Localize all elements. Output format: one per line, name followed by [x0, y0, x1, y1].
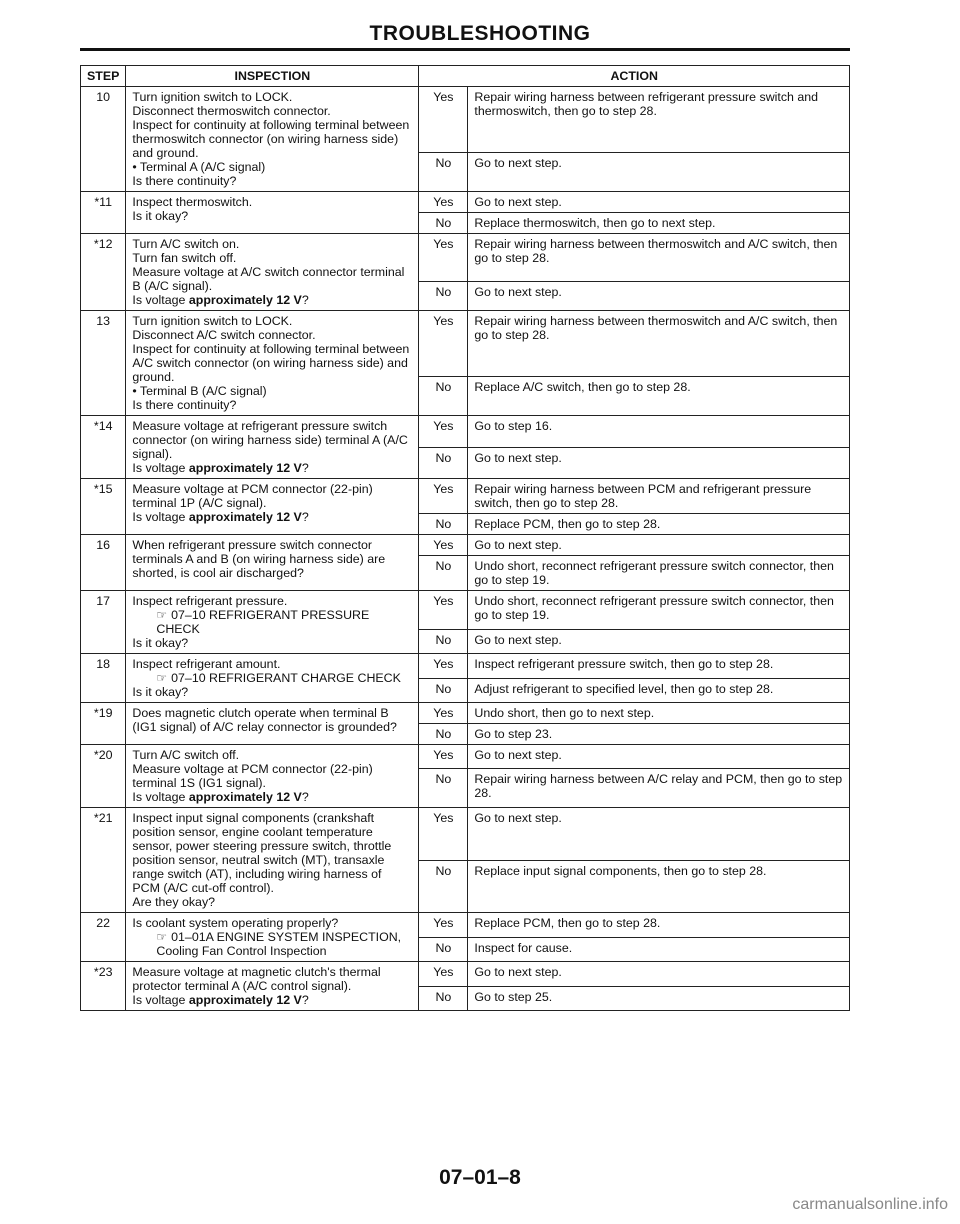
action-cell: Go to next step.	[468, 745, 850, 769]
result-yes-no: Yes	[419, 913, 468, 938]
result-yes-no: No	[419, 556, 468, 591]
inspection-line	[132, 993, 412, 1007]
table-body	[81, 87, 850, 1011]
result-yes-no: Yes	[419, 654, 468, 679]
inspection-text: Measure voltage at refrigerant pressure switch connector (on wiring harness side) terminal A (A/C signal).	[132, 419, 408, 461]
inspection-line	[132, 706, 412, 734]
table-row	[81, 479, 850, 514]
inspection-line	[132, 510, 412, 524]
inspection-text: Turn ignition switch to LOCK.	[132, 314, 293, 328]
result-yes-no: Yes	[419, 808, 468, 861]
inspection-line	[132, 237, 412, 251]
action-cell: Go to step 25.	[468, 986, 850, 1011]
inspection-line	[132, 811, 412, 895]
result-yes-no: No	[419, 860, 468, 913]
action-cell: Replace thermoswitch, then go to next step.	[468, 213, 850, 234]
inspection-text: Is voltage	[132, 993, 189, 1007]
inspection-cell	[126, 808, 419, 913]
header-step: STEP	[81, 66, 126, 87]
result-yes-no: Yes	[419, 703, 468, 724]
reference-line	[132, 671, 412, 685]
action-cell: Go to next step.	[468, 962, 850, 987]
step-number: 10	[81, 87, 126, 192]
inspection-line	[132, 104, 412, 118]
inspection-text-end: ?	[301, 993, 309, 1007]
table-row	[81, 745, 850, 769]
action-cell: Undo short, then go to next step.	[468, 703, 850, 724]
result-yes-no: No	[419, 447, 468, 479]
inspection-line	[132, 461, 412, 475]
inspection-line	[132, 482, 412, 510]
step-number: *11	[81, 192, 126, 234]
table-row	[81, 703, 850, 724]
action-cell: Undo short, reconnect refrigerant pressure switch connector, then go to step 19.	[468, 556, 850, 591]
inspection-text: When refrigerant pressure switch connector terminals A and B (on wiring harness side) are shorted, is cool air discharged?	[132, 538, 386, 580]
page-number: 07–01–8	[439, 1166, 521, 1189]
inspection-cell	[126, 479, 419, 535]
emphasis-value: approximately 12 V	[188, 461, 302, 475]
action-cell: Repair wiring harness between A/C relay and PCM, then go to step 28.	[468, 768, 850, 807]
action-cell: Replace A/C switch, then go to step 28.	[468, 376, 850, 415]
inspection-text: Is voltage	[132, 293, 189, 307]
inspection-text: Measure voltage at PCM connector (22-pin) terminal 1S (IG1 signal).	[132, 762, 373, 790]
action-cell: Go to next step.	[468, 808, 850, 861]
inspection-line	[132, 195, 412, 209]
table-row	[81, 913, 850, 938]
inspection-line	[132, 762, 412, 790]
inspection-text: Measure voltage at PCM connector (22-pin) terminal 1P (A/C signal).	[132, 482, 373, 510]
inspection-text: Is it okay?	[132, 685, 189, 699]
result-yes-no: No	[419, 514, 468, 535]
inspection-line	[132, 636, 412, 650]
inspection-text-end: ?	[301, 790, 309, 804]
table-row	[81, 87, 850, 153]
inspection-line	[132, 293, 412, 307]
inspection-line	[132, 965, 412, 993]
inspection-line	[132, 419, 412, 461]
inspection-cell	[126, 87, 419, 192]
inspection-text: Measure voltage at A/C switch connector terminal B (A/C signal).	[132, 265, 405, 293]
inspection-text: Inspect for continuity at following terminal between thermoswitch connector (on wiring harness side) and ground.	[132, 118, 410, 160]
inspection-text: • Terminal A (A/C signal)	[132, 160, 266, 174]
inspection-text: Inspect refrigerant pressure.	[132, 594, 288, 608]
inspection-text: Is coolant system operating properly?	[132, 916, 339, 930]
result-yes-no: Yes	[419, 535, 468, 556]
step-number: *14	[81, 416, 126, 479]
result-yes-no: No	[419, 724, 468, 745]
inspection-cell	[126, 703, 419, 745]
emphasis-value: approximately 12 V	[188, 993, 302, 1007]
inspection-text-end: ?	[301, 293, 309, 307]
result-yes-no: No	[419, 152, 468, 191]
step-number: *23	[81, 962, 126, 1011]
action-cell: Go to step 16.	[468, 416, 850, 448]
reference-text: ☞ 07–10 REFRIGERANT CHARGE CHECK	[156, 671, 401, 685]
inspection-text: Is voltage	[132, 790, 189, 804]
result-yes-no: No	[419, 376, 468, 415]
action-cell: Undo short, reconnect refrigerant pressure switch connector, then go to step 19.	[468, 591, 850, 630]
result-yes-no: Yes	[419, 87, 468, 153]
inspection-text: Turn ignition switch to LOCK.	[132, 90, 293, 104]
header-inspection: INSPECTION	[126, 66, 419, 87]
action-cell: Go to next step.	[468, 192, 850, 213]
emphasis-value: approximately 12 V	[188, 790, 302, 804]
inspection-line	[132, 384, 412, 398]
troubleshooting-table	[80, 65, 850, 1011]
inspection-text: Turn A/C switch off.	[132, 748, 240, 762]
inspection-cell	[126, 913, 419, 962]
action-cell: Replace input signal components, then go to step 28.	[468, 860, 850, 913]
inspection-text: • Terminal B (A/C signal)	[132, 384, 267, 398]
inspection-line	[132, 538, 412, 580]
step-number: 22	[81, 913, 126, 962]
table-row	[81, 311, 850, 377]
inspection-text: Inspect for continuity at following terminal between A/C switch connector (on wiring harness side) and ground.	[132, 342, 410, 384]
result-yes-no: Yes	[419, 745, 468, 769]
table-row	[81, 808, 850, 861]
result-yes-no: Yes	[419, 962, 468, 987]
inspection-line	[132, 160, 412, 174]
result-yes-no: No	[419, 937, 468, 962]
action-cell: Repair wiring harness between thermoswitch and A/C switch, then go to step 28.	[468, 234, 850, 282]
action-cell: Go to next step.	[468, 282, 850, 311]
result-yes-no: Yes	[419, 416, 468, 448]
table-row	[81, 416, 850, 448]
action-cell: Go to next step.	[468, 630, 850, 654]
result-yes-no: Yes	[419, 234, 468, 282]
inspection-line	[132, 790, 412, 804]
step-number: *15	[81, 479, 126, 535]
inspection-text-end: ?	[301, 461, 309, 475]
inspection-cell	[126, 416, 419, 479]
step-number: 17	[81, 591, 126, 654]
inspection-line	[132, 328, 412, 342]
action-cell: Go to step 23.	[468, 724, 850, 745]
result-yes-no: No	[419, 213, 468, 234]
inspection-text: Is voltage	[132, 510, 189, 524]
inspection-text: Does magnetic clutch operate when terminal B (IG1 signal) of A/C relay connector is grounded?	[132, 706, 397, 734]
action-cell: Replace PCM, then go to step 28.	[468, 913, 850, 938]
inspection-cell	[126, 654, 419, 703]
inspection-cell	[126, 962, 419, 1011]
inspection-line	[132, 314, 412, 328]
inspection-text: Measure voltage at magnetic clutch's thermal protector terminal A (A/C control signal).	[132, 965, 381, 993]
result-yes-no: Yes	[419, 192, 468, 213]
inspection-text: Inspect thermoswitch.	[132, 195, 253, 209]
reference-text: ☞ 07–10 REFRIGERANT PRESSURE CHECK	[156, 608, 369, 636]
watermark: carmanualsonline.info	[792, 1196, 948, 1213]
table-row	[81, 192, 850, 213]
step-number: *12	[81, 234, 126, 311]
step-number: 16	[81, 535, 126, 591]
page-title: TROUBLESHOOTING	[369, 22, 591, 45]
result-yes-no: No	[419, 986, 468, 1011]
table-row	[81, 535, 850, 556]
inspection-text: Is voltage	[132, 461, 189, 475]
inspection-line	[132, 685, 412, 699]
inspection-cell	[126, 745, 419, 808]
result-yes-no: Yes	[419, 591, 468, 630]
inspection-line	[132, 90, 412, 104]
action-cell: Go to next step.	[468, 447, 850, 479]
action-cell: Repair wiring harness between refrigerant pressure switch and thermoswitch, then go to step 28.	[468, 87, 850, 153]
inspection-line	[132, 657, 412, 671]
action-cell: Inspect refrigerant pressure switch, then go to step 28.	[468, 654, 850, 679]
inspection-line	[132, 174, 412, 188]
inspection-text: Is there continuity?	[132, 174, 237, 188]
result-yes-no: Yes	[419, 479, 468, 514]
step-number: 18	[81, 654, 126, 703]
inspection-cell	[126, 311, 419, 416]
table-row	[81, 654, 850, 679]
inspection-text-end: ?	[301, 510, 309, 524]
emphasis-value: approximately 12 V	[188, 510, 302, 524]
reference-line	[132, 608, 412, 636]
inspection-line	[132, 265, 412, 293]
action-cell: Repair wiring harness between thermoswitch and A/C switch, then go to step 28.	[468, 311, 850, 377]
inspection-cell	[126, 535, 419, 591]
inspection-text: Is there continuity?	[132, 398, 237, 412]
header-action: ACTION	[419, 66, 850, 87]
step-number: *20	[81, 745, 126, 808]
reference-text: ☞ 01–01A ENGINE SYSTEM INSPECTION, Cooling Fan Control Inspection	[156, 930, 401, 958]
inspection-cell	[126, 234, 419, 311]
inspection-line	[132, 594, 412, 608]
inspection-line	[132, 209, 412, 223]
emphasis-value: approximately 12 V	[188, 293, 302, 307]
reference-line	[132, 930, 412, 958]
inspection-text: Disconnect thermoswitch connector.	[132, 104, 331, 118]
inspection-text: Is it okay?	[132, 636, 189, 650]
result-yes-no: No	[419, 768, 468, 807]
result-yes-no: No	[419, 630, 468, 654]
inspection-cell	[126, 591, 419, 654]
result-yes-no: No	[419, 282, 468, 311]
step-number: *21	[81, 808, 126, 913]
title-rule	[80, 48, 850, 51]
inspection-cell	[126, 192, 419, 234]
inspection-line	[132, 916, 412, 930]
step-number: *19	[81, 703, 126, 745]
action-cell: Adjust refrigerant to specified level, then go to step 28.	[468, 678, 850, 703]
inspection-line	[132, 895, 412, 909]
action-cell: Inspect for cause.	[468, 937, 850, 962]
inspection-text: Is it okay?	[132, 209, 189, 223]
inspection-text: Turn A/C switch on.	[132, 237, 240, 251]
action-cell: Replace PCM, then go to step 28.	[468, 514, 850, 535]
inspection-text: Turn fan switch off.	[132, 251, 237, 265]
table-row	[81, 234, 850, 282]
inspection-text: Inspect refrigerant amount.	[132, 657, 281, 671]
inspection-line	[132, 251, 412, 265]
table-header-row	[81, 66, 850, 87]
inspection-line	[132, 748, 412, 762]
inspection-line	[132, 398, 412, 412]
result-yes-no: Yes	[419, 311, 468, 377]
step-number: 13	[81, 311, 126, 416]
inspection-text: Disconnect A/C switch connector.	[132, 328, 316, 342]
action-cell: Go to next step.	[468, 152, 850, 191]
inspection-text: Inspect input signal components (crankshaft position sensor, engine coolant temperature sensor, power steering pressure switch, throttle position sensor, neutral switch (MT), transaxle range switch (AT), including wiring harness of PCM (A/C cut-off control).	[132, 811, 392, 895]
result-yes-no: No	[419, 678, 468, 703]
inspection-line	[132, 118, 412, 160]
inspection-line	[132, 342, 412, 384]
table-row	[81, 962, 850, 987]
inspection-text: Are they okay?	[132, 895, 216, 909]
action-cell: Repair wiring harness between PCM and refrigerant pressure switch, then go to step 28.	[468, 479, 850, 514]
action-cell: Go to next step.	[468, 535, 850, 556]
table-row	[81, 591, 850, 630]
